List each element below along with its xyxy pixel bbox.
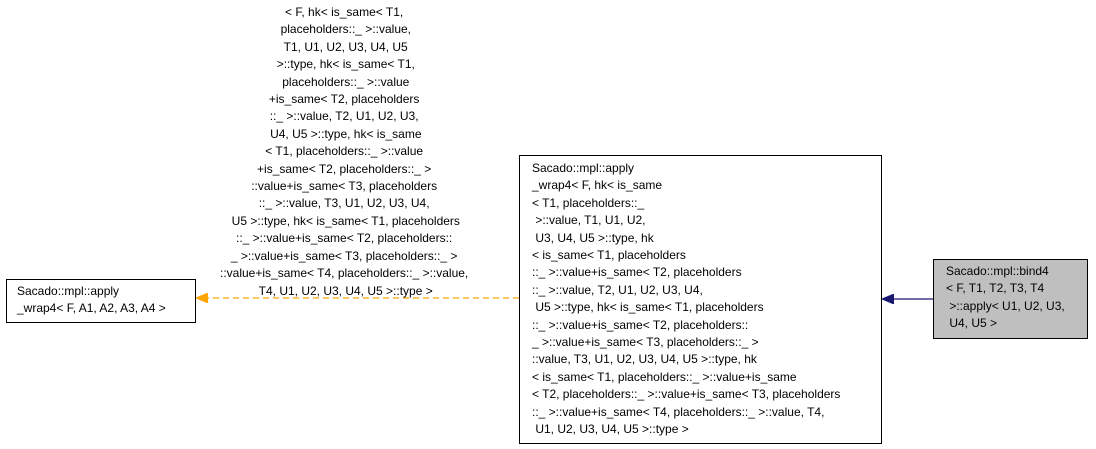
middle-class-line: U1, U2, U3, U4, U5 >::type >: [532, 422, 689, 437]
middle-class-line: ::_ >::value+is_same< T2, placeholders: [532, 265, 742, 280]
middle-class-line: < is_same< T1, placeholders: [532, 248, 686, 263]
target-class-line: U4, U5 >: [946, 316, 998, 331]
target-class-node[interactable]: [933, 259, 1088, 339]
edge-label-line: _ >::value+is_same< T3, placeholders::_ >: [230, 248, 458, 263]
edge-label-line: placeholders::_ >::value,: [277, 22, 412, 37]
middle-class-line: < T1, placeholders::_: [532, 195, 645, 210]
target-class-line: < F, T1, T2, T3, T4: [946, 281, 1045, 296]
middle-class-line: U5 >::type, hk< is_same< T1, placeholders: [532, 300, 764, 315]
edge-label-line: U5 >::type, hk< is_same< T1, placeholders: [228, 213, 460, 228]
middle-class-line: ::_ >::value+is_same< T2, placeholders::: [532, 317, 749, 332]
middle-class-line: Sacado::mpl::apply: [532, 161, 635, 175]
base-class-line: Sacado::mpl::apply: [17, 284, 120, 298]
middle-class-line: < is_same< T1, placeholders::_ >::value+is_same: [532, 369, 797, 384]
middle-class-line: ::_ >::value, T2, U1, U2, U3, U4,: [532, 282, 703, 297]
edge-label-line: ::_ >::value+is_same< T2, placeholders::: [236, 231, 453, 246]
edge-label-line: +is_same< T2, placeholders::_ >: [257, 161, 432, 176]
edge-label-line: placeholders::_ >::value: [278, 74, 410, 89]
middle-class-node[interactable]: [519, 155, 882, 444]
target-class-line: >::apply< U1, U2, U3,: [946, 298, 1065, 313]
middle-class-line: ::value, T3, U1, U2, U3, U4, U5 >::type, hk: [532, 352, 757, 367]
edge-label-line: +is_same< T2, placeholders: [268, 92, 420, 107]
edge-label-line: ::_ >::value, T3, U1, U2, U3, U4,: [258, 196, 430, 211]
target-class-line: Sacado::mpl::bind4: [946, 264, 1049, 278]
base-class-line: _wrap4< F, A1, A2, A3, A4 >: [17, 301, 166, 316]
middle-class-line: >::value, T1, U1, U2,: [532, 213, 646, 228]
middle-class-line: _wrap4< F, hk< is_same: [532, 178, 663, 193]
edge-label-line: ::value+is_same< T4, placeholders::_ >::value,: [220, 266, 469, 281]
middle-class-line: U3, U4, U5 >::type, hk: [532, 230, 654, 245]
edge-label-line: ::_ >::value, T2, U1, U2, U3,: [269, 109, 419, 124]
base-class-node[interactable]: [6, 279, 196, 323]
edge-label-line: T4, U1, U2, U3, U4, U5 >::type >: [255, 283, 433, 298]
edge-label-line: ::value+is_same< T3, placeholders: [251, 179, 438, 194]
edge-label-line: U4, U5 >::type, hk< is_same: [266, 126, 422, 141]
middle-class-line: < T2, placeholders::_ >::value+is_same< T3, placeholders: [532, 387, 841, 402]
middle-class-line: ::_ >::value+is_same< T4, placeholders::_ >::value, T4,: [532, 404, 825, 419]
template-edge-label: [220, 4, 468, 300]
edge-label-line: < T1, placeholders::_ >::value: [265, 144, 424, 159]
edge-label-line: T1, U1, U2, U3, U4, U5: [280, 39, 408, 54]
edge-label-line: < F, hk< is_same< T1,: [285, 5, 404, 19]
edge-label-line: >::type, hk< is_same< T1,: [273, 57, 415, 72]
middle-class-line: _ >::value+is_same< T3, placeholders::_ >: [532, 335, 759, 350]
